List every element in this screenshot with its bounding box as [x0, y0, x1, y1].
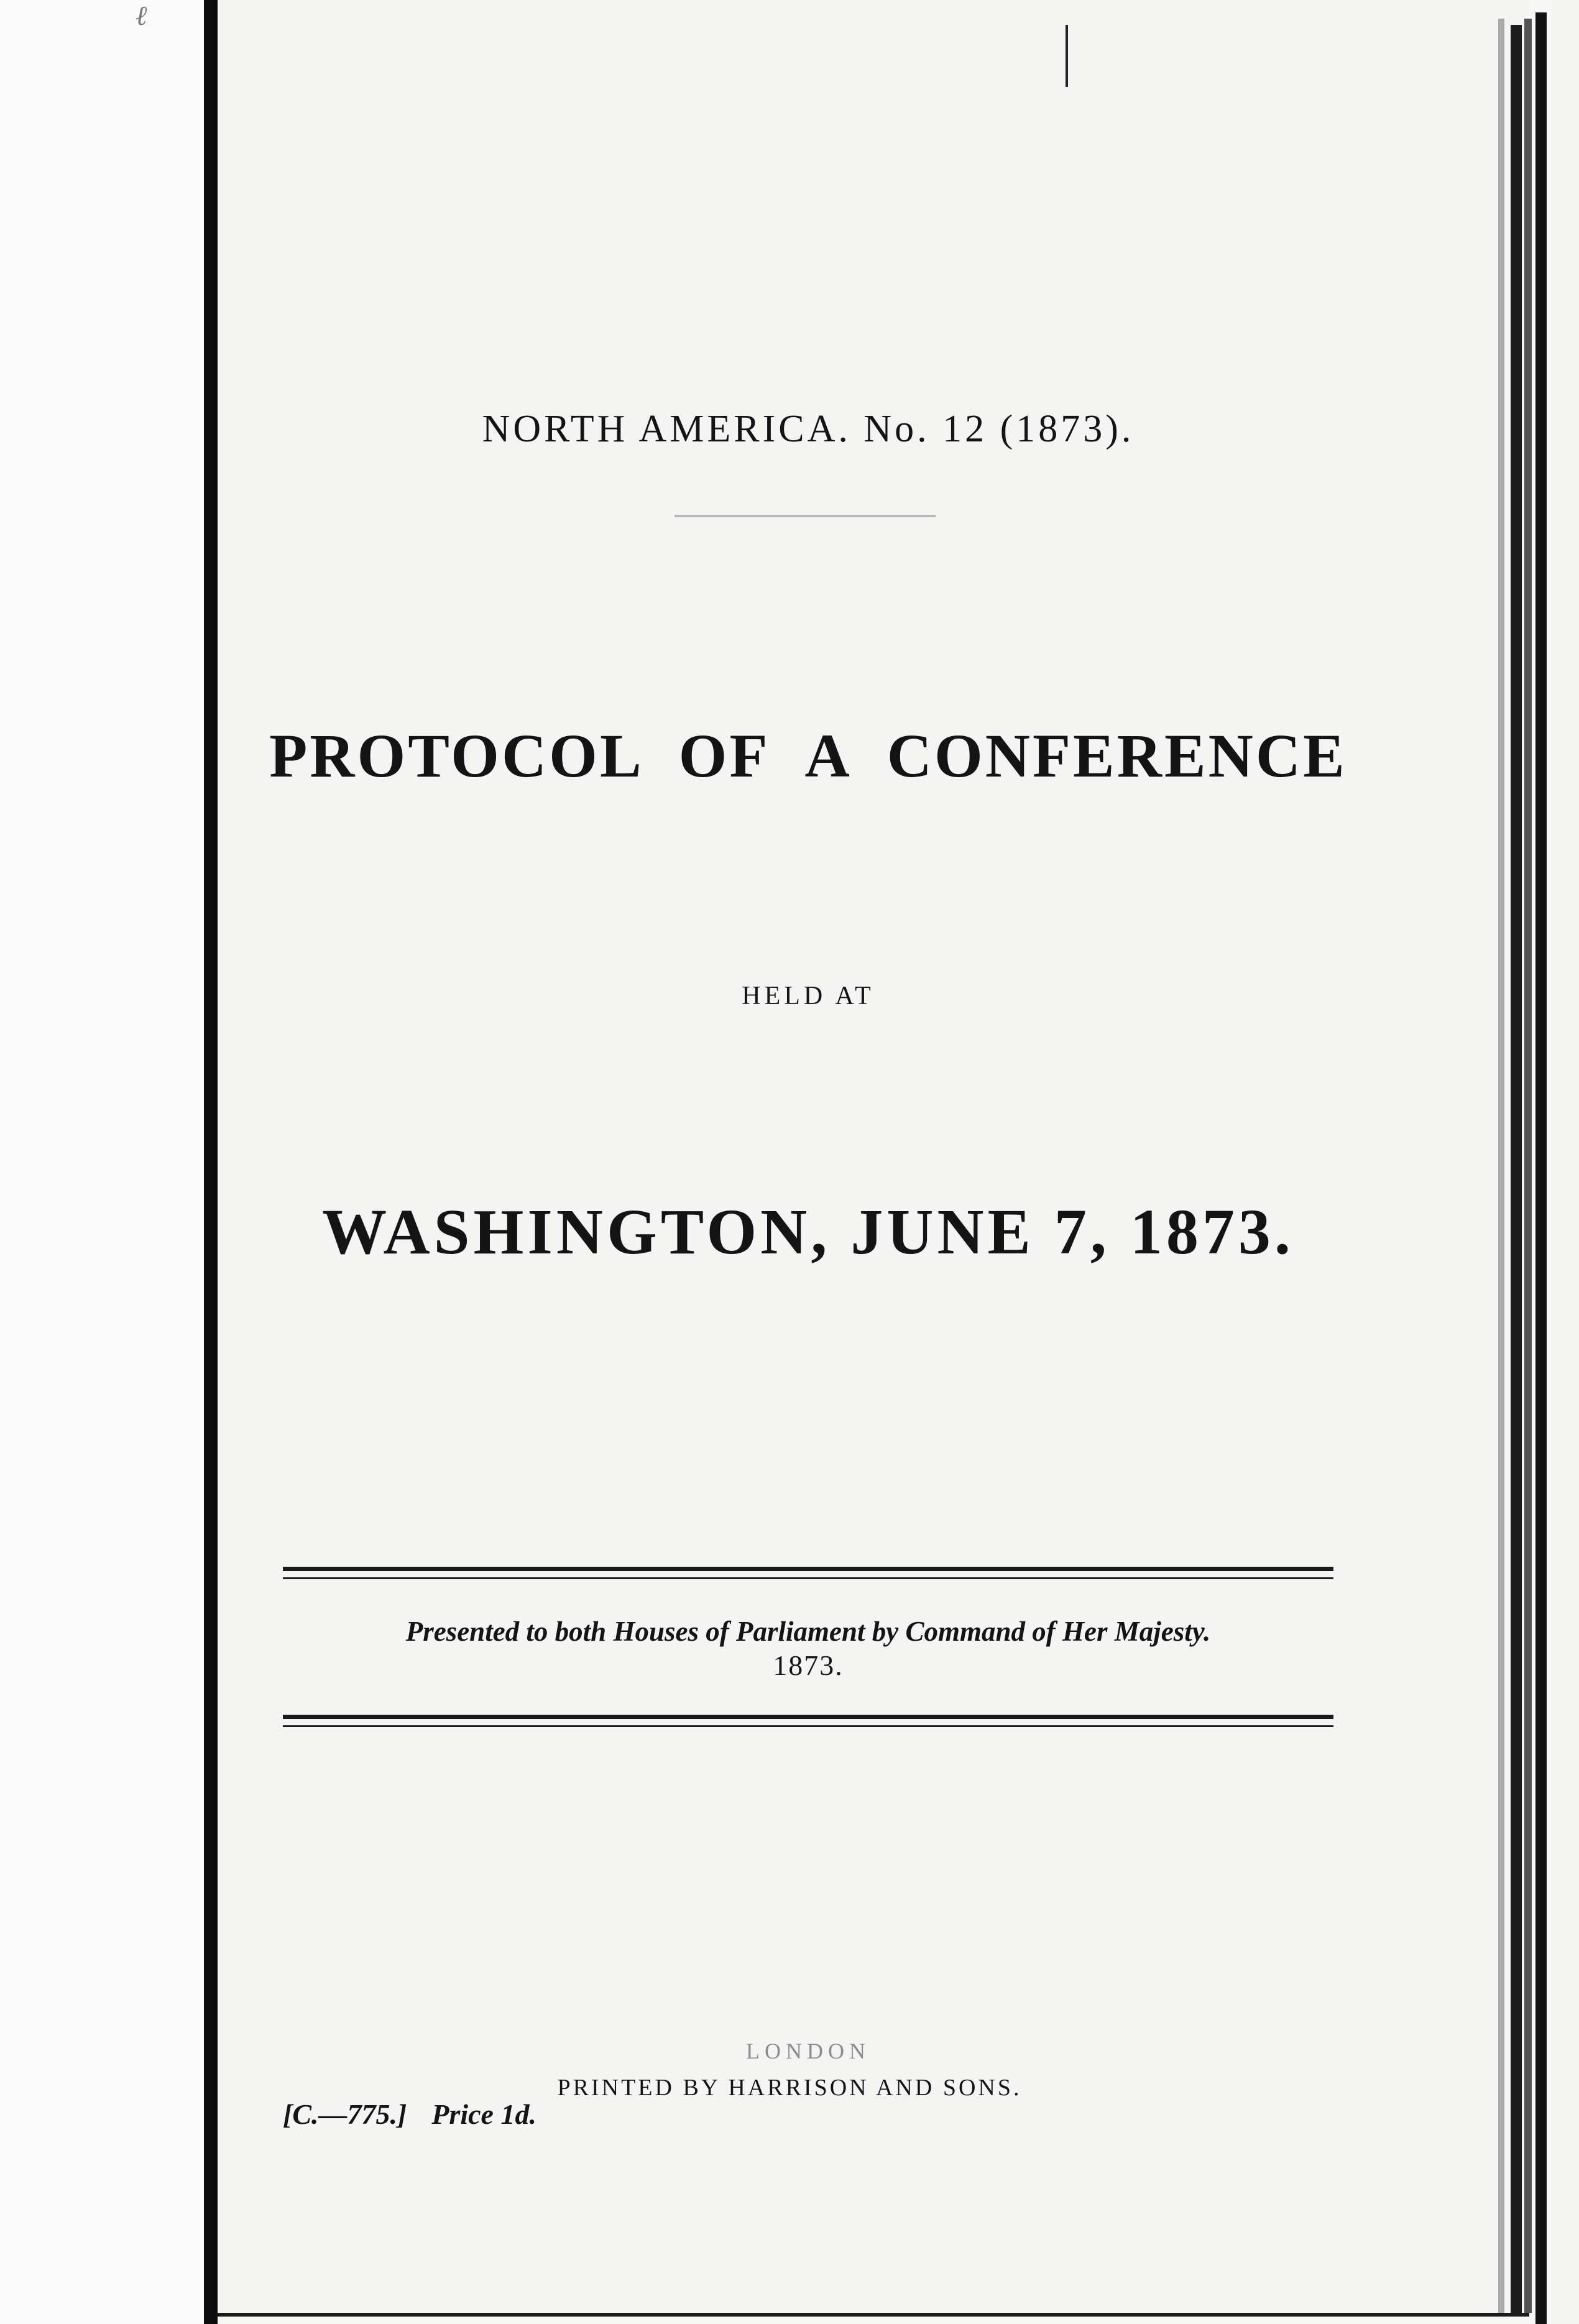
ink-mark	[1066, 25, 1068, 87]
page-edge	[1535, 12, 1547, 2324]
double-rule-top	[283, 1567, 1333, 1579]
price-label: Price 1d.	[431, 2098, 536, 2130]
place-and-date: WASHINGTON, JUNE 7, 1873.	[322, 1196, 1294, 1268]
title-word: PROTOCOL	[269, 721, 644, 790]
series-heading: NORTH AMERICA. No. 12 (1873).	[482, 408, 1135, 450]
page-edge	[1498, 19, 1504, 2313]
presentation-line: Presented to both Houses of Parliament by Command of Her Majesty.	[405, 1616, 1211, 1647]
double-rule-bottom	[283, 1715, 1333, 1727]
command-paper-reference	[283, 2098, 561, 2131]
document-title	[186, 720, 1430, 791]
book-gutter	[204, 0, 218, 2324]
title-word: A	[804, 721, 852, 790]
page-edge	[1524, 19, 1532, 2313]
held-at-label: HELD AT	[742, 982, 875, 1010]
pencil-mark: ℓ	[136, 1, 147, 31]
short-rule	[674, 515, 936, 517]
imprint-city: LONDON	[746, 2039, 870, 2063]
title-page	[218, 0, 1529, 2317]
page-edge	[1511, 25, 1522, 2313]
title-word: CONFERENCE	[886, 721, 1347, 790]
title-word: OF	[678, 721, 770, 790]
presentation-year: 1873.	[773, 1649, 844, 1681]
command-paper-number: [C.—775.]	[283, 2098, 407, 2130]
printer-line: PRINTED BY HARRISON AND SONS.	[557, 2075, 1022, 2101]
facing-page	[0, 0, 205, 2324]
scan-margin	[1551, 0, 1579, 2324]
